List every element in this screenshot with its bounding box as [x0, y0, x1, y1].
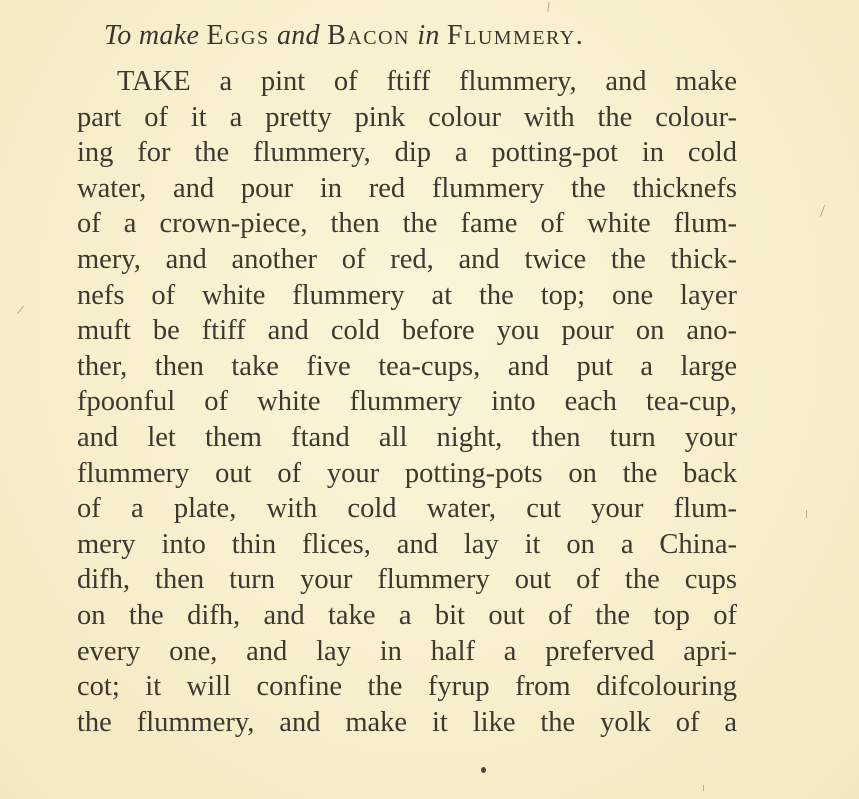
- recipe-heading: [104, 20, 804, 52]
- paper-mark: [703, 785, 704, 791]
- ink-speck: [481, 767, 486, 773]
- heading-flummery: Flummery.: [447, 20, 585, 51]
- text-line: of a crown-piece, then the fame of white flum-: [77, 208, 737, 240]
- text-line: mery, and another of red, and twice the thick-: [77, 243, 737, 275]
- text-line: nefs of white flummery at the top; one layer: [77, 279, 737, 311]
- text-line: fpoonful of white flummery into each tea-cup,: [77, 386, 737, 418]
- text-line: part of it a pretty pink colour with the colour-: [77, 101, 737, 133]
- text-line: ing for the flummery, dip a potting-pot in cold: [77, 137, 737, 169]
- text-line: and let them ftand all night, then turn your: [77, 421, 737, 453]
- paper-mark: [17, 306, 24, 314]
- paper-mark: [806, 510, 807, 518]
- text-line: cot; it will confine the fyrup from difcolouring: [77, 671, 737, 703]
- text-line: muft be ftiff and cold before you pour on ano-: [77, 315, 737, 347]
- heading-bacon: Bacon: [327, 20, 411, 51]
- text-line: flummery out of your potting-pots on the back: [77, 457, 737, 489]
- text-line: ther, then take five tea-cups, and put a large: [77, 350, 737, 382]
- text-line: mery into thin flices, and lay it on a China-: [77, 528, 737, 560]
- heading-in: in: [417, 20, 440, 51]
- heading-to-make: To make: [104, 20, 200, 51]
- heading-and: and: [276, 20, 320, 51]
- text-line: TAKE a pint of ftiff flummery, and make: [117, 66, 737, 97]
- text-line: water, and pour in red flummery the thicknefs: [77, 172, 737, 204]
- paper-mark: [820, 205, 825, 217]
- recipe-body: [77, 64, 737, 740]
- text-line: on the difh, and take a bit out of the top of: [77, 599, 737, 631]
- paper-mark: [547, 2, 549, 12]
- text-line: the flummery, and make it like the yolk of a: [77, 706, 737, 738]
- heading-eggs: Eggs: [206, 20, 270, 51]
- text-line: of a plate, with cold water, cut your flum-: [77, 493, 737, 525]
- text-line: difh, then turn your flummery out of the cups: [77, 564, 737, 596]
- text-line: every one, and lay in half a preferved apri-: [77, 635, 737, 667]
